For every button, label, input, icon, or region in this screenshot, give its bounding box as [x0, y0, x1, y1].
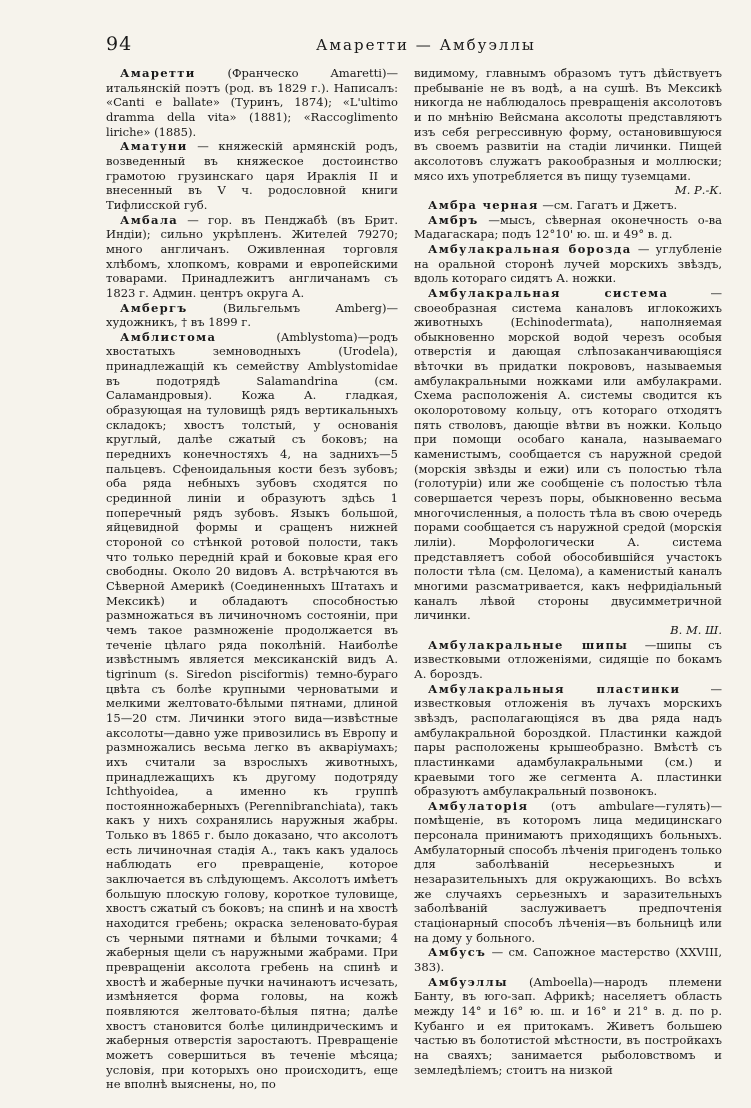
- entry-text: (Вильгельмъ Amberg)—художникъ, † въ 1899 г.: [106, 300, 398, 330]
- headword: Амбулакральныя пластинки: [428, 681, 681, 696]
- entry-amberg: [106, 301, 398, 330]
- entry-amaretti: [106, 66, 398, 139]
- headword: Аматуни: [120, 139, 188, 154]
- entry-text: — см. Сапожное мастерство (XXVIII, 383).: [414, 945, 723, 975]
- running-head: Амаретти — Амбуэллы: [316, 36, 536, 54]
- entry-text: (отъ ambulare—гулять)—помѣщеніе, въ которомъ лица медицинскаго персонала принимаютъ приходящихъ больныхъ. Амбулаторный способъ лѣченія пригоденъ только для заболѣваній несерьезныхъ и незаразительныхъ для окружающихъ. Во всѣхъ же случаяхъ серьезныхъ и заразительныхъ заболѣваній заслуживаетъ предпочтенія стаціонарный способъ лѣченія—въ больницѣ или на дому у больного.: [414, 798, 722, 945]
- entry-ambulacral-plates: [414, 682, 722, 799]
- entry-ambulacral-system: [414, 286, 722, 638]
- entry-amblistoma: [106, 330, 398, 1092]
- headword: Амбулакральные шипы: [428, 637, 629, 652]
- headword: Амбергъ: [120, 300, 188, 315]
- headword: Амбала: [120, 212, 179, 227]
- entry-ambr: [414, 213, 722, 242]
- entry-ambulacral-spines: [414, 638, 722, 682]
- entry-text: — известковыя отложенія въ лучахъ морскихъ звѣздъ, располагающіяся въ два ряда надъ амбулакральной бороздкой. Пластинки каждой пары расположены крышеобразно. Вмѣстѣ съ пластинками адамбулакральными (см.) и краевыми того же сегмента А. пластинки образуютъ амбулакральный позвонокъ.: [414, 681, 723, 799]
- entry-text: —см. Гагатъ и Джетъ.: [542, 197, 678, 212]
- headword: Амбусъ: [428, 945, 487, 960]
- entry-text: (Франческо Amaretti)—итальянскій поэтъ (род. въ 1829 г.). Написалъ: «Canti e ballate» (Туринъ, 1874); «L'ultimo dramma della vita» (1881); «Raccoglimento liriche» (1885).: [106, 66, 398, 139]
- entry-ambus: [414, 945, 722, 974]
- headword: Амаретти: [120, 66, 196, 80]
- entry-text: — своеобразная система каналовъ иглокожихъ животныхъ (Echinodermata), наполняемая обыкновенно морской водой черезъ особыя отверстія и дающая слѣпозаканчивающіяся вѣточки въ придатки покрововъ, называемыя амбулакральными ножками или амбулакрами. Схема расположенія А. системы сводится къ околоротовому кольцу, отъ котораго отходятъ пять стволовъ, дающіе вѣтви въ ножки. Кольцо при помощи особаго канала, называемаго каменистымъ, сообщается съ наружной средой (морскія звѣзды и ежи) или съ полостью тѣла (голотуріи) или же сообщеніе съ полостью тѣла совершается черезъ поры, обыкновенно весьма многочисленныя, а полость тѣла въ свою очередь порами сообщается съ наружной средой (морскія лиліи). Морфологически А. система представляетъ собой обособившійся участокъ полости тѣла (см. Целома), а каменистый каналъ многими разсматривается, какъ нефридіальный каналъ лѣвой стороны двусимметричной личинки.: [414, 285, 722, 623]
- headword: Амбръ: [428, 212, 479, 227]
- entry-ambala: [106, 213, 398, 301]
- left-column: [106, 66, 398, 1092]
- entry-ambulacral-groove: [414, 242, 722, 286]
- entry-text: — княжескій армянскій родъ, возведенный въ княжеское достоинство грамотою грузинскаго царя Ираклія II и внесенный въ V ч. родословной книги Тифлисской губ.: [106, 139, 398, 212]
- entry-amatuni: [106, 139, 398, 212]
- entry-text: —шипы съ известковыми отложеніями, сидящіе по бокамъ А. бороздъ.: [414, 637, 722, 681]
- entry-text: — гор. въ Пенджабѣ (въ Брит. Индіи); сильно укрѣпленъ. Жителей 79270; много англичанъ. Оживленная торговля хлѣбомъ, хлопкомъ, коврами и европейскими товарами. Принадлежитъ англичанамъ съ 1823 г. Админ. центръ округа А.: [106, 212, 398, 300]
- headword: Амбулаторія: [428, 798, 529, 813]
- right-column: [414, 66, 722, 1077]
- headword: Амбуэллы: [428, 974, 508, 989]
- page-number: 94: [106, 33, 133, 55]
- author-signature: М. Р.-К.: [674, 183, 722, 198]
- headword: Амбулакральная система: [428, 285, 669, 300]
- entry-ambuelly: [414, 975, 722, 1078]
- headword: Амбра черная: [428, 197, 539, 212]
- entry-text: (Amblystoma)—родъ хвостатыхъ земноводныхъ (Urodela), принадлежащій къ семейству Amblystomidae въ подотрядѣ Salamandrina (см. Саламандровыя). Кожа А. гладкая, образующая на туловищѣ рядъ вертикальныхъ складокъ; хвостъ толстый, у основанія круглый, далѣе сжатый съ боковъ; на переднихъ конечностяхъ 4, на заднихъ—5 пальцевъ. Сфеноидальныя кости безъ зубовъ; оба ряда небныхъ зубовъ сходятся по срединной линіи и образуютъ здѣсь 1 поперечный рядъ зубовъ. Языкъ большой, яйцевидной формы и сращенъ нижней стороной со стѣнкой ротовой полости, такъ что только передній край и боковые края его свободны. Около 20 видовъ А. встрѣчаются въ Сѣверной Америкѣ (Соединенныхъ Штатахъ и Мексикѣ) и обладаютъ способностью размножаться въ личиночномъ состояніи, при чемъ такое размноженіе продолжается въ теченіе цѣлаго ряда поколѣній. Наиболѣе извѣстнымъ является мексиканскій видъ А. tigrinum (s. Siredon pisciformis) темно-бураго цвѣта съ болѣе крупными черноватыми и мелкими желтовато-бѣлыми пятнами, длиной 15—20 стм. Личинки этого вида—извѣстные аксолоты—давно уже привозились въ Европу и размножались весьма легко въ акваріумахъ; ихъ считали за взрослыхъ животныхъ, принадлежащихъ къ другому подотряду Ichthyoidea, а именно къ группѣ постоянножаберныхъ (Perennibranchiata), такъ какъ у нихъ сохранялись наружныя жабры. Только въ 1865 г. было доказано, что аксолотъ есть личиночная стадія А., такъ какъ удалось наблюдать его превращеніе, которое заключается въ слѣдующемъ. Аксолотъ имѣетъ большую плоскую голову, короткое туловище, хвостъ сжатый съ боковъ; на спинѣ и на хвостѣ находится гребень; окраска зеленовато-бурая съ черными пятнами и бѣлыми точками; 4 жаберныя щели съ наружными жабрами. При превращеніи аксолота гребень на спинѣ и хвостѣ и жаберные пучки начинаютъ исчезать, измѣняется форма головы, на кожѣ появляются желтовато-бѣлыя пятна; далѣе хвостъ становится болѣе цилиндрическимъ и жаберныя отверстія заростаютъ. Превращеніе можетъ совершиться въ теченіе мѣсяца; условія, при которыхъ оно происходитъ, еще не вполнѣ выяснены, но, по: [106, 329, 398, 1092]
- entry-text: (Amboella)—народъ племени Банту, въ юго-зап. Африкѣ; населяетъ область между 14° и 16° ю. ш. и 16° и 21° в. д. по р. Кубанго и ея притокамъ. Живетъ большею частью въ болотистой мѣстности, въ постройкахъ на сваяхъ; занимается рыболовствомъ и земледѣліемъ; стоитъ на низкой: [414, 974, 722, 1077]
- headword: Амбулакральная борозда: [428, 241, 632, 256]
- entry-text: — углубленіе на оральной сторонѣ лучей морскихъ звѣздъ, вдоль котораго сидятъ А. ножки.: [414, 241, 722, 286]
- entry-continuation: [414, 66, 722, 198]
- headword: Амблистома: [120, 329, 217, 344]
- entry-text: —мысъ, сѣверная оконечность о-ва Мадагаскара; подъ 12°10' ю. ш. и 49° в. д.: [414, 212, 723, 242]
- entry-ambulatoria: [414, 799, 722, 946]
- entry-ambra-chernaya: [414, 198, 722, 213]
- entry-text: видимому, главнымъ образомъ тутъ дѣйствуетъ пребываніе не въ водѣ, а на сушѣ. Въ Мексикѣ никогда не наблюдалось превращенія аксолотовъ и по мнѣнію Вейсмана аксолоты представляютъ изъ себя регрессивную форму, остановившуюся въ своемъ развитіи на стадіи личинки. Пищей аксолотовъ служатъ ракообразныя и моллюски; мясо ихъ употребляется въ пищу туземцами.: [414, 66, 722, 183]
- author-signature: В. М. Ш.: [670, 622, 722, 637]
